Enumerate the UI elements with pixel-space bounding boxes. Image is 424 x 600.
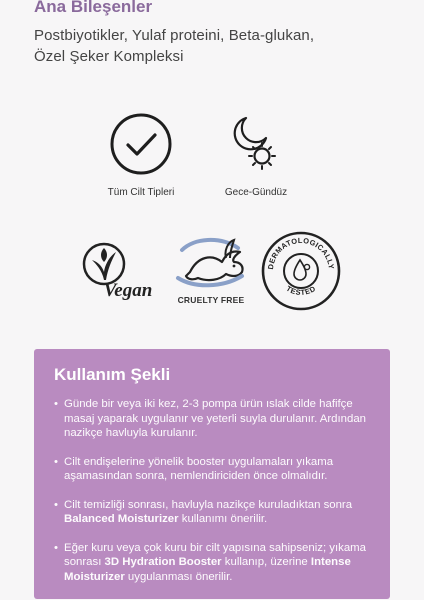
usage-item: • Günde bir veya iki kez, 2-3 pompa ürün ıslak cilde hafifçe masaj yaparak uygulanır ve yeterli suyla durulanır. Ardından nazikçe havluyla kurulanır. [54, 397, 370, 441]
ingredients-line-1: Postbiyotikler, Yulaf proteini, Beta-glukan, [34, 27, 315, 44]
usage-list [54, 397, 370, 584]
usage-title: Kullanım Şekli [54, 365, 171, 384]
vegan-badge-text: Vegan [103, 280, 153, 301]
dermatologically-tested-badge [260, 230, 342, 312]
ingredients-text [34, 25, 394, 67]
check-circle-icon [109, 112, 173, 176]
derm-top-text: DERMATOLOGICALLY [265, 235, 337, 271]
product-name: Balanced Moisturizer [64, 513, 179, 525]
feature-day-night [196, 112, 316, 198]
feature-all-skin-types [76, 112, 206, 198]
product-name: 3D Hydration Booster [104, 556, 222, 568]
derm-bottom-text: TESTED [284, 283, 318, 297]
cruelty-free-text: CRUELTY FREE [177, 295, 245, 305]
ingredients-line-2: Özel Şeker Kompleksi [34, 48, 184, 65]
vegan-badge [78, 236, 164, 312]
vegan-badge-icon [78, 236, 164, 312]
feature-label: Gece-Gündüz [224, 187, 288, 198]
certification-badges-row [0, 226, 424, 316]
moon-sun-icon [224, 112, 288, 176]
ingredients-title: Ana Bileşenler [34, 0, 153, 16]
feature-icons-row [0, 112, 424, 202]
dermatologically-tested-badge-icon [260, 230, 342, 312]
usage-item: • Cilt endişelerine yönelik booster uygulamaları yıkama aşamasından sonra, nemlendiriciden önce olmalıdır. [54, 455, 370, 484]
feature-label: Tüm Cilt Tipleri [107, 187, 175, 198]
product-name: Intense Moisturizer [64, 556, 351, 583]
svg-text:TESTED [285, 284, 318, 297]
usage-item: • Cilt temizliği sonrası, havluyla nazikçe kuruladıktan sonra Balanced Moisturizer kullanımı önerilir. [54, 498, 370, 527]
usage-panel [34, 349, 390, 599]
usage-item: • Eğer kuru veya çok kuru bir cilt yapısına sahipseniz; yıkama sonrası 3D Hydration Booster kullanıp, üzerine Intense Moisturizer uygulanması önerilir. [54, 541, 370, 585]
bunny-icon [168, 232, 254, 294]
ingredients-section [34, 0, 394, 67]
cruelty-free-badge [168, 232, 254, 316]
